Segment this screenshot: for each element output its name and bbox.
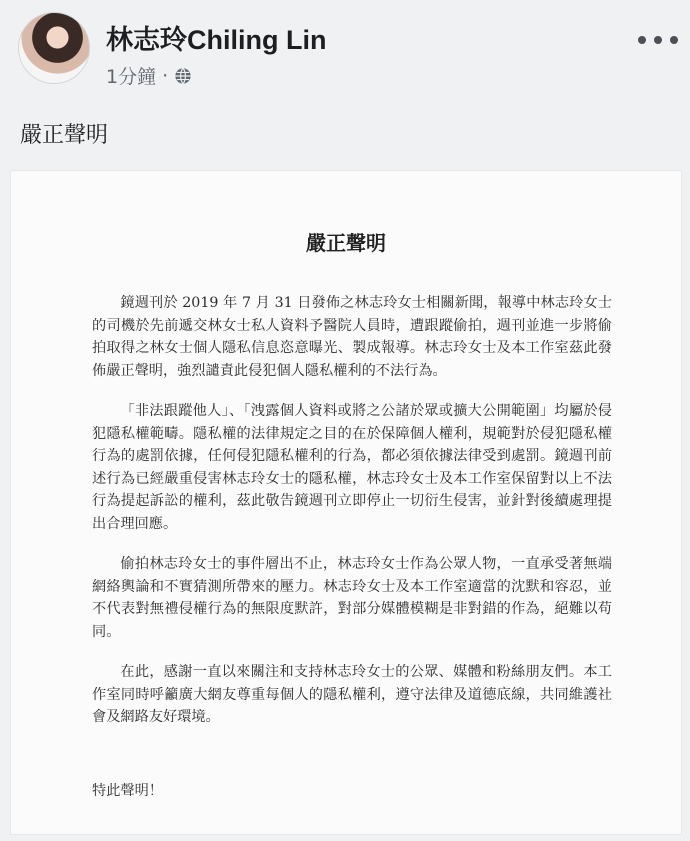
meta-separator: · xyxy=(162,64,169,87)
statement-closing: 特此聲明！ xyxy=(92,783,163,799)
post-text: 嚴正聲明 xyxy=(20,123,109,148)
author-name[interactable]: 林志玲Chiling Lin xyxy=(106,25,327,55)
post-header xyxy=(18,12,678,92)
statement-paragraph-1: 鏡週刊於 2019 年 7 月 31 日發佈之林志玲女士相關新聞，報導中林志玲女士的司機於先前遞交林女士私人資料予醫院人員時，遭跟蹤偷拍，週刊並進一步將偷拍取得之林女士個人隱私信息恣意曝光、製成報導。林志玲女士及本工作室茲此發佈嚴正聲明，強烈譴責此侵犯個人隱私權利的不法行為。 xyxy=(92,295,612,379)
globe-icon[interactable] xyxy=(174,67,192,85)
statement-title: 嚴正聲明 xyxy=(306,231,386,255)
post-timestamp[interactable]: 1分鐘 xyxy=(106,66,157,88)
statement-image[interactable] xyxy=(10,170,682,835)
post-meta xyxy=(106,62,192,89)
more-options-icon[interactable] xyxy=(638,30,678,50)
statement-paragraph-4: 在此，感謝一直以來關注和支持林志玲女士的公眾、媒體和粉絲朋友們。本工作室同時呼籲廣大網友尊重每個人的隱私權利，遵守法律及道德底線，共同維護社會及網路友好環境。 xyxy=(92,664,612,725)
avatar[interactable] xyxy=(18,12,90,84)
statement-paragraph-3: 偷拍林志玲女士的事件層出不止，林志玲女士作為公眾人物，一直承受著無端網絡輿論和不實猜測所帶來的壓力。林志玲女士及本工作室適當的沈默和容忍，並不代表對無禮侵權行為的無限度默許，對部分媒體模糊是非對錯的作為，絕難以苟同。 xyxy=(92,556,612,640)
statement-paragraph-2: 「非法跟蹤他人」、「洩露個人資料或將之公諸於眾或擴大公開範圍」均屬於侵犯隱私權範疇。隱私權的法律規定之目的在於保障個人權利，規範對於侵犯隱私權行為的處罰依據，任何侵犯隱私權利的行為，都必須依據法律受到處罰。鏡週刊前述行為已經嚴重侵害林志玲女士的隱私權，林志玲女士及本工作室保留對以上不法行為提起訴訟的權利，茲此敬告鏡週刊立即停止一切衍生侵害，並針對後續處理提出合理回應。 xyxy=(92,403,612,532)
statement-body xyxy=(92,292,612,747)
